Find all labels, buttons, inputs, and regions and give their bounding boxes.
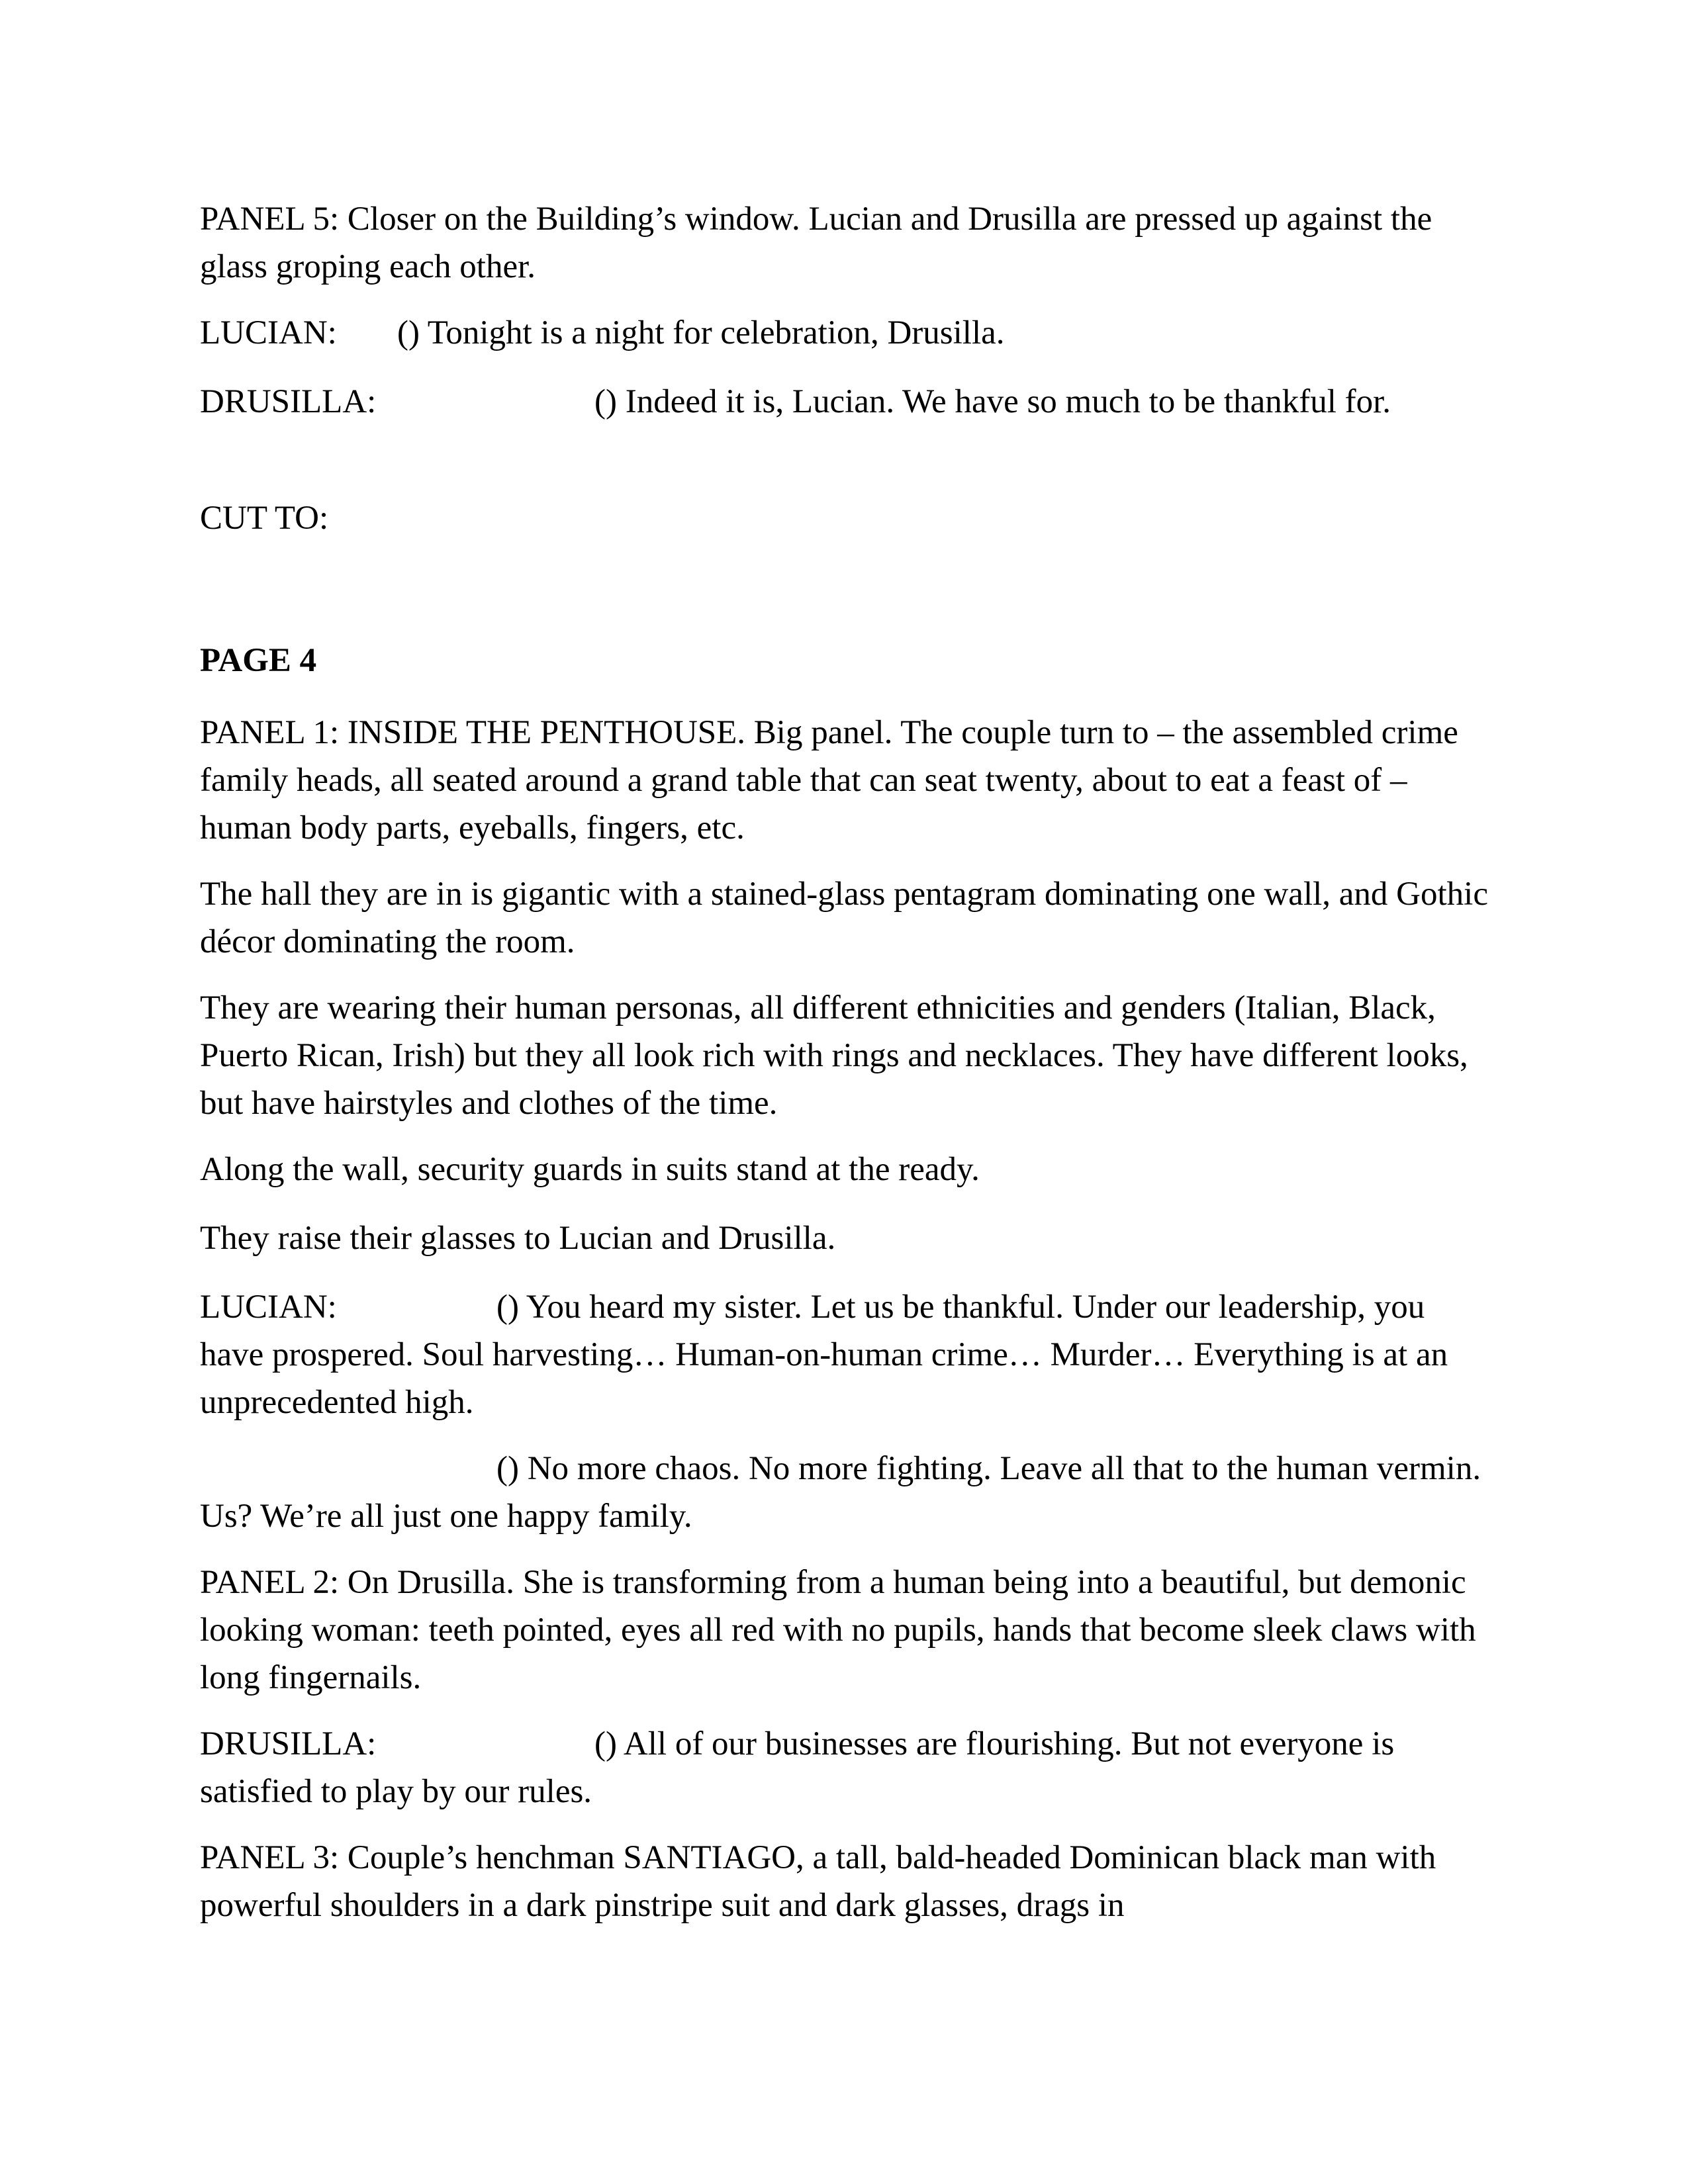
panel-3-description: PANEL 3: Couple’s henchman SANTIAGO, a tall, bald-headed Dominican black man with powerful shoulders in a dark pinstripe suit and dark glasses, drags in — [200, 1839, 1436, 1924]
speaker-drusilla: DRUSILLA: — [200, 383, 377, 420]
dialogue-lucian-1 — [200, 309, 1491, 357]
dialogue-lucian-continued — [200, 1445, 1491, 1540]
dialogue-drusilla-1 — [200, 378, 1491, 426]
page-heading: PAGE 4 — [200, 642, 317, 679]
speaker-lucian: LUCIAN: — [200, 1289, 337, 1326]
dialogue-text: () You heard my sister. Let us be thankful. Under our leadership, you have prospered. Soul harvesting… Human-on-human crime… Murder… Everything is at an unprecedented high. — [200, 1289, 1448, 1421]
glasses-description: They raise their glasses to Lucian and Drusilla. — [200, 1220, 836, 1257]
panel-1-description: PANEL 1: INSIDE THE PENTHOUSE. Big panel. The couple turn to – the assembled crime family heads, all seated around a grand table that can seat twenty, about to eat a feast of – human body parts, eyeballs, fingers, etc. — [200, 714, 1458, 846]
dialogue-drusilla-2 — [200, 1720, 1491, 1815]
dialogue-text: () Tonight is a night for celebration, Drusilla. — [397, 314, 1005, 351]
dialogue-text: () Indeed it is, Lucian. We have so much to be thankful for. — [594, 383, 1391, 420]
guards-description: Along the wall, security guards in suits stand at the ready. — [200, 1151, 980, 1188]
transition-cut-to: CUT TO: — [200, 500, 329, 537]
hall-description: The hall they are in is gigantic with a stained-glass pentagram dominating one wall, and Gothic décor dominating the room. — [200, 876, 1488, 960]
dialogue-text: () All of our businesses are flourishing. But not everyone is satisfied to play by our rules. — [200, 1725, 1395, 1810]
panel-5-description: PANEL 5: Closer on the Building’s window. Lucian and Drusilla are pressed up against the glass groping each other. — [200, 201, 1432, 285]
dialogue-lucian-2 — [200, 1283, 1491, 1426]
panel-2-description: PANEL 2: On Drusilla. She is transforming from a human being into a beautiful, but demonic looking woman: teeth pointed, eyes all red with no pupils, hands that become sleek claws with long fingernails. — [200, 1564, 1476, 1696]
personas-description: They are wearing their human personas, all different ethnicities and genders (Italian, Black, Puerto Rican, Irish) but they all look rich with rings and necklaces. They have different looks, but have hairstyles and clothes of the time. — [200, 989, 1468, 1122]
speaker-lucian: LUCIAN: — [200, 314, 337, 351]
speaker-drusilla: DRUSILLA: — [200, 1725, 377, 1762]
dialogue-text: () No more chaos. No more fighting. Leave all that to the human vermin. Us? We’re all just one happy family. — [200, 1450, 1481, 1535]
